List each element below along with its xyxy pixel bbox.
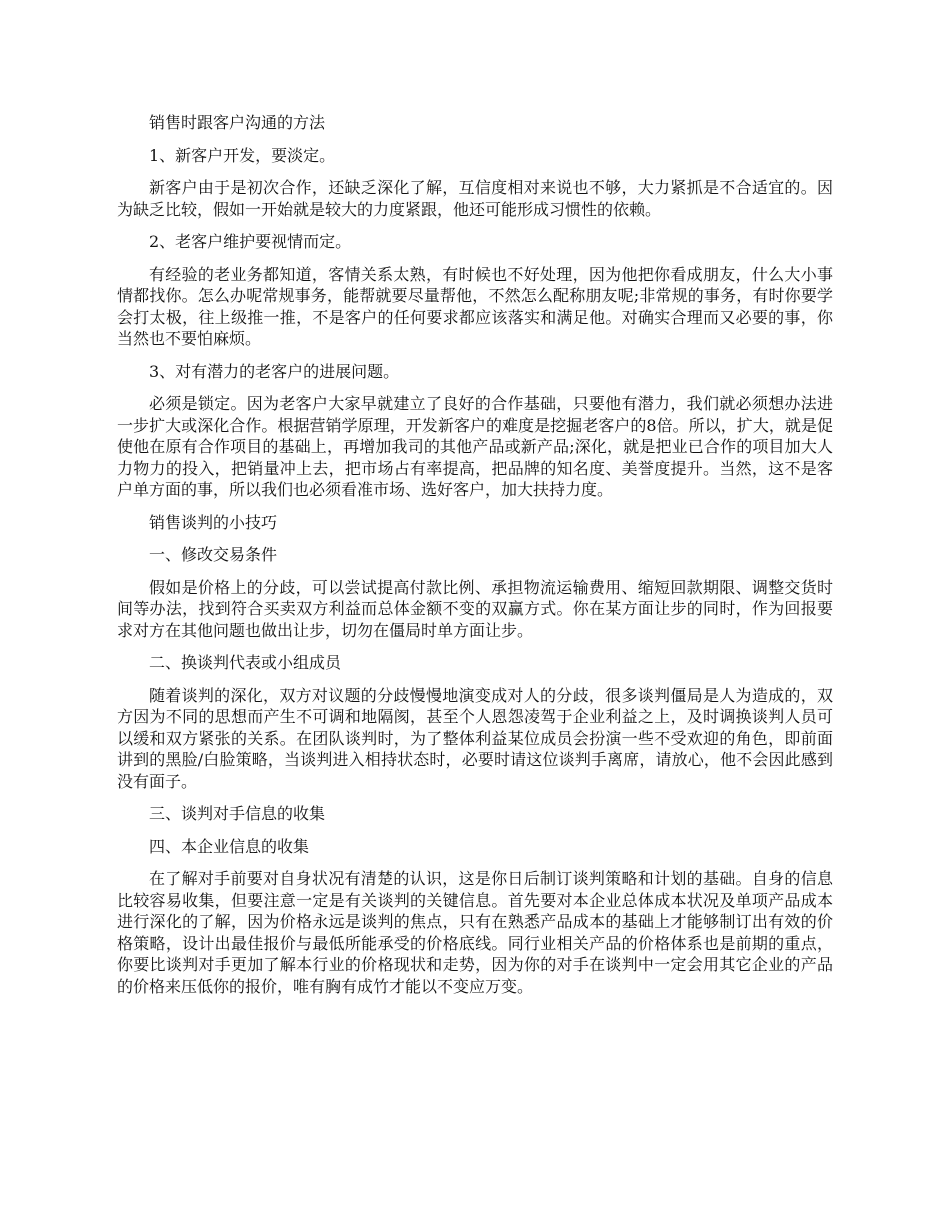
document-body: [117, 112, 833, 1008]
body-paragraph: 假如是价格上的分歧，可以尝试提高付款比例、承担物流运输费用、缩短回款期限、调整交货时间等办法，找到符合买卖双方利益而总体金额不变的双赢方式。你在某方面让步的同时，作为回报要求对方在其他问题也做出让步，切勿在僵局时单方面让步。: [117, 577, 833, 640]
subheading: 三、谈判对手信息的收集: [149, 804, 326, 823]
body-paragraph: 有经验的老业务都知道，客情关系太熟，有时候也不好处理，因为他把你看成朋友，什么大小事情都找你。怎么办呢常规事务，能帮就要尽量帮他，不然怎么配称朋友呢;非常规的事务，有时你要学会打太极，往上级推一推，不是客户的任何要求都应该落实和满足他。对确实合理而又必要的事，你当然也不要怕麻烦。: [117, 264, 833, 348]
section-title: 销售谈判的小技巧: [149, 512, 278, 532]
subheading: 2、老客户维护要视情而定。: [149, 232, 352, 251]
body-paragraph: 必须是锁定。因为老客户大家早就建立了良好的合作基础，只要他有潜力，我们就必须想办法进一步扩大或深化合作。根据营销学原理，开发新客户的难度是挖掘老客户的8倍。所以，扩大，就是促使他在原有合作项目的基础上，再增加我司的其他产品或新产品;深化，就是把业已合作的项目加大人力物力的投入，把销量冲上去，把市场占有率提高，把品牌的知名度、美誉度提升。当然，这不是客户单方面的事，所以我们也必须看准市场、选好客户，加大扶持力度。: [117, 394, 833, 499]
subheading: 3、对有潜力的老客户的进展问题。: [149, 361, 400, 381]
body-paragraph: 随着谈判的深化，双方对议题的分歧慢慢地演变成对人的分歧，很多谈判僵局是人为造成的，双方因为不同的思想而产生不可调和地隔阂，甚至个人恩怨凌驾于企业利益之上，及时调换谈判人员可以缓和双方紧张的关系。在团队谈判时，为了整体利益某位成员会扮演一些不受欢迎的角色，即前面讲到的黑脸/白脸策略，当谈判进入相持状态时，必要时请这位谈判手离席，请放心，他不会因此感到没有面子。: [117, 685, 833, 791]
subheading: 四、本企业信息的收集: [149, 836, 310, 856]
body-paragraph: 新客户由于是初次合作，还缺乏深化了解，互信度相对来说也不够，大力紧抓是不合适宜的。因为缺乏比较，假如一开始就是较大的力度紧跟，他还可能形成习惯性的依赖。: [117, 178, 833, 219]
subheading: 二、换谈判代表或小组成员: [149, 653, 342, 672]
body-paragraph: 在了解对手前要对自身状况有清楚的认识，这是你日后制订谈判策略和计划的基础。自身的信息比较容易收集，但要注意一定是有关谈判的关键信息。首先要对本企业总体成本状况及单项产品成本进行深化的了解，因为价格永远是谈判的焦点，只有在熟悉产品成本的基础上才能够制订出有效的价格策略，设计出最佳报价与最低所能承受的价格底线。同行业相关产品的价格体系也是前期的重点，你要比谈判对手更加了解本行业的价格现状和走势，因为你的对手在谈判中一定会用其它企业的产品的价格来压低你的报价，唯有胸有成竹才能以不变应万变。: [117, 869, 833, 996]
section-title: 销售时跟客户沟通的方法: [149, 113, 326, 132]
subheading: 一、修改交易条件: [149, 545, 278, 564]
subheading: 1、新客户开发，要淡定。: [149, 145, 336, 165]
